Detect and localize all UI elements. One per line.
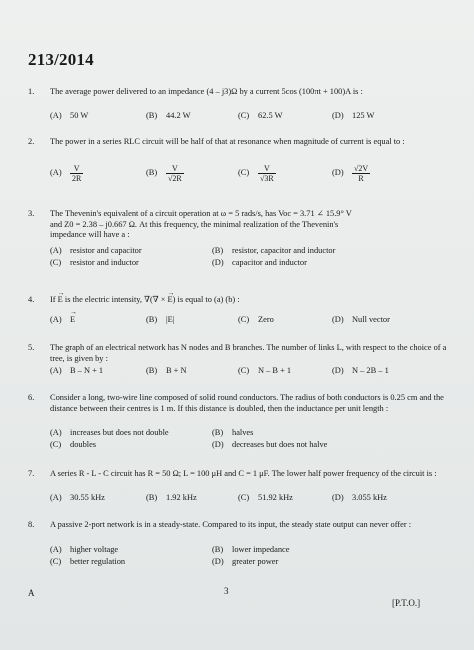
option-label: (B) (146, 493, 158, 502)
option-label: (D) (332, 315, 344, 324)
option-text: better regulation (70, 557, 126, 566)
vector-e: → E (168, 295, 173, 306)
option-text: Null vector (352, 315, 390, 324)
question-text-line3: impedance will have a : (50, 230, 130, 239)
option-text: lower impedance (232, 545, 290, 554)
option-text: 3.055 kHz (352, 493, 387, 502)
option-label: (D) (212, 557, 224, 566)
question-number: 8. (28, 520, 35, 529)
option-label: (B) (212, 246, 224, 255)
option-text: 30.55 kHz (70, 493, 105, 502)
question-number: 3. (28, 209, 35, 218)
option-text: increases but does not double (70, 428, 169, 437)
option-text: higher voltage (70, 545, 119, 554)
fraction: $\frac{V}{√3R}$ (260, 164, 274, 183)
option-label: (C) (50, 440, 62, 449)
vector-e: → E (58, 295, 63, 306)
option-text: B + N (166, 366, 187, 375)
question-text: A series R - L - C circuit has R = 50 Ω; L = 100 μH and C = 1 μF. The lower half power frequency of the circuit is : (50, 469, 437, 478)
option-label: (A) (50, 315, 62, 324)
option-text: resistor and capacitor (70, 246, 142, 255)
option-text: 62.5 W (258, 111, 283, 120)
option-text: 51.92 kHz (258, 493, 293, 502)
option-label: (A) (50, 428, 62, 437)
option-text: doubles (70, 440, 97, 449)
option-text: resistor, capacitor and inductor (232, 246, 336, 255)
option-label: (B) (212, 428, 224, 437)
question-text-line2: and Z0 = 2.38 – j0.667 Ω. At this frequency, the minimal realization of the Thevenin's (50, 219, 339, 229)
option-text: Zero (258, 315, 274, 324)
option-label: (C) (238, 168, 250, 178)
fraction: $\frac{V}{2R}$ (72, 164, 82, 183)
question-text: A passive 2-port network is in a steady-state. Compared to its input, the steady state output can never offer : (50, 520, 412, 529)
option-label: (A) (50, 168, 62, 178)
option-label: (D) (212, 440, 224, 449)
question-text: Consider a long, two-wire line composed of solid round conductors. The radius of both conductors is 0.25 cm and the distance between their centres is 1 m. If this distance is doubled, then the inductance per unit length : (50, 393, 444, 413)
question-number: 4. (28, 295, 35, 304)
question-text: If → E is the electric intensity, ∇(∇ × → E) is equal to (a) (b) : (50, 295, 450, 306)
option-label: (C) (50, 258, 62, 267)
option-label: (B) (146, 111, 158, 120)
option-label: (A) (50, 545, 62, 554)
option-text: |E| (166, 315, 175, 324)
option-label: (A) (50, 246, 62, 255)
option-label: (C) (50, 557, 62, 566)
option-label: (B) (146, 366, 158, 375)
fraction: $\frac{√2V}{R}$ (354, 164, 369, 183)
option-label: (C) (238, 493, 250, 502)
option-label: (B) (146, 168, 158, 178)
question-number: 7. (28, 469, 35, 478)
question-text: The power in a series RLC circuit will be half of that at resonance when magnitude of current is equal to : (50, 137, 405, 146)
option-text: N – B + 1 (258, 366, 292, 375)
question-text-line1: The Thevenin's equivalent of a circuit operation at ω = 5 rads/s, has Voc = 3.71 ∠ 15.9° V (50, 209, 352, 218)
option-text: 44.2 W (166, 111, 191, 120)
option-text: 125 W (352, 111, 375, 120)
option-label: (D) (212, 258, 224, 267)
option-text: N – 2B – 1 (352, 366, 389, 375)
option-text: greater power (232, 557, 279, 566)
option-text: B – N + 1 (70, 366, 104, 375)
question-number: 6. (28, 393, 35, 402)
option-label: (B) (212, 545, 224, 554)
option-text: 50 W (70, 111, 89, 120)
option-text: resistor and inductor (70, 258, 139, 267)
option-label: (D) (332, 493, 344, 502)
option-label: (A) (50, 111, 62, 120)
option-label: (B) (146, 315, 158, 324)
option-label: (A) (50, 493, 62, 502)
question-text: The average power delivered to an impedance (4 – j3)Ω by a current 5cos (100πt + 100)A is : (50, 87, 363, 96)
question-number: 1. (28, 87, 35, 96)
option-label: (C) (238, 366, 250, 375)
option-text: decreases but does not halve (232, 440, 328, 449)
option-text: halves (232, 428, 254, 437)
option-label: (D) (332, 366, 344, 375)
option-text: 1.92 kHz (166, 493, 197, 502)
option-label: (D) (332, 111, 344, 120)
option-text: capacitor and inductor (232, 258, 307, 267)
option-label: (C) (238, 315, 250, 324)
booklet-series: A (28, 588, 35, 598)
question-text: The graph of an electrical network has N nodes and B branches. The number of links L, with respect to the choice of a tree, is given by : (50, 343, 447, 363)
pto-note: [P.T.O.] (392, 598, 421, 608)
page-number: 3 (224, 586, 229, 596)
fraction: $\frac{V}{√2R}$ (168, 164, 182, 183)
question-number: 2. (28, 137, 35, 146)
question-number: 5. (28, 343, 35, 352)
option-label: (C) (238, 111, 250, 120)
option-label: (D) (332, 168, 344, 178)
option-text: → E (70, 315, 75, 324)
option-label: (A) (50, 366, 62, 375)
exam-code: 213/2014 (28, 50, 94, 69)
